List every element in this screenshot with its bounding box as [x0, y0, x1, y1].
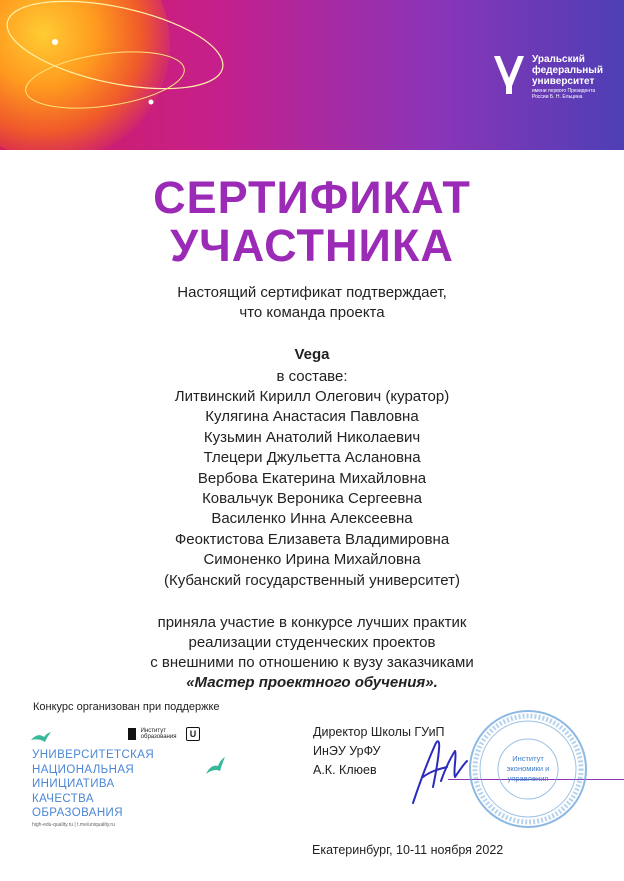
svg-text:управления: управления	[507, 774, 549, 783]
members-list	[0, 387, 624, 591]
member-name: Литвинский Кирилл Олегович (куратор)	[174, 388, 450, 405]
unqi-line: УНИВЕРСИТЕТСКАЯ	[32, 749, 155, 761]
signer-name: А.К. Клюев	[313, 763, 377, 777]
participation-line2: реализации студенческих проектов	[188, 634, 436, 651]
intro-line2: что команда проекта	[239, 304, 385, 321]
composition-label: в составе:	[276, 368, 348, 385]
unqi-line: НАЦИОНАЛЬНАЯ	[32, 763, 135, 776]
member-name: Кулягина Анастасия Павловна	[205, 408, 419, 426]
university-name-line4: имени первого Президента	[532, 88, 596, 94]
intro-line1: Настоящий сертификат подтверждает,	[177, 284, 447, 301]
participation-line1: приняла участие в конкурсе лучших практик	[157, 614, 467, 631]
member-name: Василенко Инна Алексеевна	[211, 510, 413, 528]
u-logo-icon: U	[186, 727, 200, 741]
member-name: Вербова Екатерина Михайловна	[197, 469, 427, 487]
unqi-line: ИНИЦИАТИВА	[32, 778, 115, 790]
unqi-url: high-edu-quality.ru | t.me/uniquality.ru	[32, 822, 115, 828]
city-date: Екатеринбург, 10-11 ноября 2022	[312, 843, 504, 857]
handwritten-signature	[405, 725, 475, 810]
bird-icon	[204, 756, 226, 776]
seal-stamp	[466, 707, 590, 831]
support-label: Конкурс организован при поддержке	[33, 701, 220, 713]
member-name: Феоктистова Елизавета Владимировна	[174, 530, 450, 548]
institute-logo-line1: Институт	[140, 728, 166, 734]
institute-logo	[128, 728, 176, 740]
unqi-logo	[32, 748, 154, 821]
bird-icon	[30, 730, 52, 744]
certificate-subtitle: УЧАСТНИКА	[170, 220, 454, 271]
signer-organization: ИнЭУ УрФУ	[313, 744, 381, 758]
university-name-line1: Уральский	[532, 54, 585, 65]
contest-name: «Мастер проектного обучения».	[186, 674, 438, 691]
u-logo	[186, 727, 200, 741]
university-name-line2: федеральный	[532, 65, 603, 76]
institute-logo-icon	[128, 728, 136, 740]
urfu-logo-icon	[490, 52, 528, 96]
member-name: Симоненко Ирина Михайловна	[203, 551, 421, 569]
university-name-line5: России Б. Н. Ельцина	[532, 94, 583, 100]
team-name: Vega	[294, 346, 330, 363]
member-name: Тлецери Джульетта Аслановна	[203, 449, 421, 467]
orbit-graphic	[0, 0, 624, 150]
participation-line3: с внешними по отношению к вузу заказчиками	[150, 654, 474, 671]
unqi-line: ОБРАЗОВАНИЯ	[32, 807, 123, 819]
certificate-title: СЕРТИФИКАТ	[153, 172, 471, 223]
header-banner	[0, 0, 624, 150]
unqi-line: КАЧЕСТВА	[32, 792, 94, 805]
signer-position: Директор Школы ГУиП	[313, 725, 445, 739]
member-name: Ковальчук Вероника Сергеевна	[202, 489, 422, 507]
member-name: Кузьмин Анатолий Николаевич	[203, 428, 421, 446]
institute-logo-line2: образования	[140, 734, 177, 740]
svg-text:Институт: Институт	[512, 754, 544, 763]
svg-text:экономики и: экономики и	[506, 764, 550, 773]
university-name-line3: университет	[532, 76, 595, 87]
member-university: (Кубанский государственный университет)	[163, 571, 461, 589]
